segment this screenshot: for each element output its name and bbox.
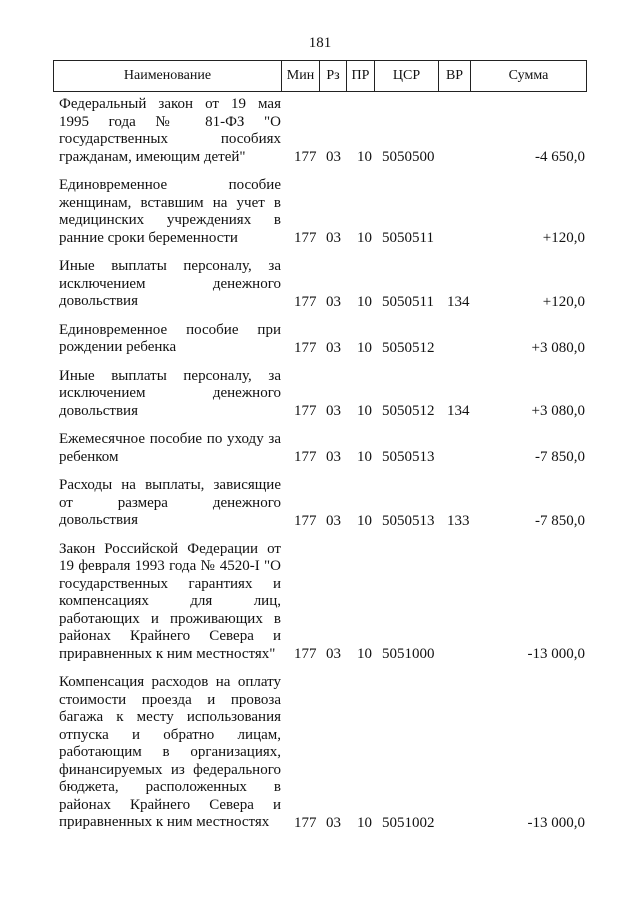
header-sum: Сумма bbox=[508, 68, 549, 83]
row-sum: +3 080,0 bbox=[531, 403, 585, 419]
row-csr: 5050513 bbox=[382, 449, 435, 465]
row-csr: 5050513 bbox=[382, 512, 435, 529]
header-name: Наименование bbox=[54, 61, 282, 91]
row-rz: 03 bbox=[326, 403, 341, 419]
table-row bbox=[53, 541, 585, 664]
row-sum: -7 850,0 bbox=[535, 449, 585, 465]
row-vr: 133 bbox=[447, 512, 470, 529]
row-csr: 5051002 bbox=[382, 814, 435, 831]
row-min: 177 bbox=[294, 449, 317, 465]
row-pr: 10 bbox=[357, 230, 372, 246]
row-rz: 03 bbox=[326, 449, 341, 465]
table-row bbox=[53, 96, 585, 166]
row-vr: 134 bbox=[447, 293, 470, 310]
row-rz: 03 bbox=[326, 646, 341, 662]
row-name: Закон Российской Федерации от 19 февраля 1993 года № 4520-I "О государственных гарантиях и компенсациях для лиц, работающих и проживающих в районах Крайнего Севера и приравненных к ним местностях" bbox=[59, 540, 281, 662]
table-body bbox=[53, 96, 585, 843]
row-min: 177 bbox=[294, 230, 317, 246]
row-name: Единовременное пособие женщинам, вставшим на учет в медицинских учреждениях в ранние сроки беременности bbox=[59, 177, 281, 246]
header-pr: ПР bbox=[347, 61, 375, 91]
header-min: Мин bbox=[282, 61, 320, 91]
row-name: Единовременное пособие при рождении ребенка bbox=[59, 321, 281, 355]
row-sum: -13 000,0 bbox=[527, 646, 585, 662]
table-row bbox=[53, 431, 585, 466]
header-csr: ЦСР bbox=[375, 61, 439, 91]
table-row bbox=[53, 477, 585, 530]
row-name: Расходы на выплаты, зависящие от размера денежного довольствия bbox=[59, 477, 281, 528]
row-sum: +120,0 bbox=[542, 230, 585, 246]
row-pr: 10 bbox=[357, 149, 372, 165]
row-pr: 10 bbox=[357, 512, 372, 529]
row-sum: +120,0 bbox=[542, 293, 585, 310]
row-rz: 03 bbox=[326, 293, 341, 310]
header-vr: ВР bbox=[439, 61, 471, 91]
row-pr: 10 bbox=[357, 339, 372, 356]
row-name: Иные выплаты персоналу, за исключением денежного довольствия bbox=[59, 367, 281, 419]
table-row bbox=[53, 322, 585, 357]
row-min: 177 bbox=[294, 293, 317, 310]
row-pr: 10 bbox=[357, 293, 372, 310]
table-header bbox=[53, 60, 587, 92]
row-min: 177 bbox=[294, 646, 317, 662]
row-name: Федеральный закон от 19 мая 1995 года № 81-ФЗ "О государственных пособиях гражданам, имеющим детей" bbox=[59, 96, 281, 165]
row-sum: -7 850,0 bbox=[535, 512, 585, 529]
table-row bbox=[53, 368, 585, 421]
header-rz: Рз bbox=[320, 61, 347, 91]
page-number: 181 bbox=[308, 35, 332, 51]
row-name: Компенсация расходов на оплату стоимости проезда и провоза багажа к месту использования отпуска и обратно лицам, работающим в организациях, финансируемых из федерального бюджета, расположенных в районах Крайнего Севера и приравненных к ним местностях bbox=[59, 674, 281, 830]
row-pr: 10 bbox=[357, 449, 372, 465]
row-min: 177 bbox=[294, 403, 317, 419]
table-row bbox=[53, 674, 585, 832]
row-csr: 5050500 bbox=[382, 149, 435, 165]
row-rz: 03 bbox=[326, 512, 341, 529]
row-vr: 134 bbox=[447, 403, 470, 419]
row-csr: 5050512 bbox=[382, 403, 435, 419]
row-pr: 10 bbox=[357, 646, 372, 662]
row-csr: 5050512 bbox=[382, 339, 435, 356]
row-rz: 03 bbox=[326, 339, 341, 356]
row-min: 177 bbox=[294, 149, 317, 165]
row-sum: +3 080,0 bbox=[531, 339, 585, 356]
row-csr: 5051000 bbox=[382, 646, 435, 662]
row-sum: -13 000,0 bbox=[527, 814, 585, 831]
table-row bbox=[53, 258, 585, 311]
table-row bbox=[53, 177, 585, 247]
row-csr: 5050511 bbox=[382, 230, 434, 246]
row-min: 177 bbox=[294, 339, 317, 356]
row-pr: 10 bbox=[357, 403, 372, 419]
row-rz: 03 bbox=[326, 230, 341, 246]
row-pr: 10 bbox=[357, 814, 372, 831]
row-name: Ежемесячное пособие по уходу за ребенком bbox=[59, 431, 281, 465]
row-name: Иные выплаты персоналу, за исключением денежного довольствия bbox=[59, 258, 281, 309]
row-rz: 03 bbox=[326, 814, 341, 831]
row-sum: -4 650,0 bbox=[535, 149, 585, 165]
row-csr: 5050511 bbox=[382, 293, 434, 310]
row-rz: 03 bbox=[326, 149, 341, 165]
row-min: 177 bbox=[294, 814, 317, 831]
row-min: 177 bbox=[294, 512, 317, 529]
